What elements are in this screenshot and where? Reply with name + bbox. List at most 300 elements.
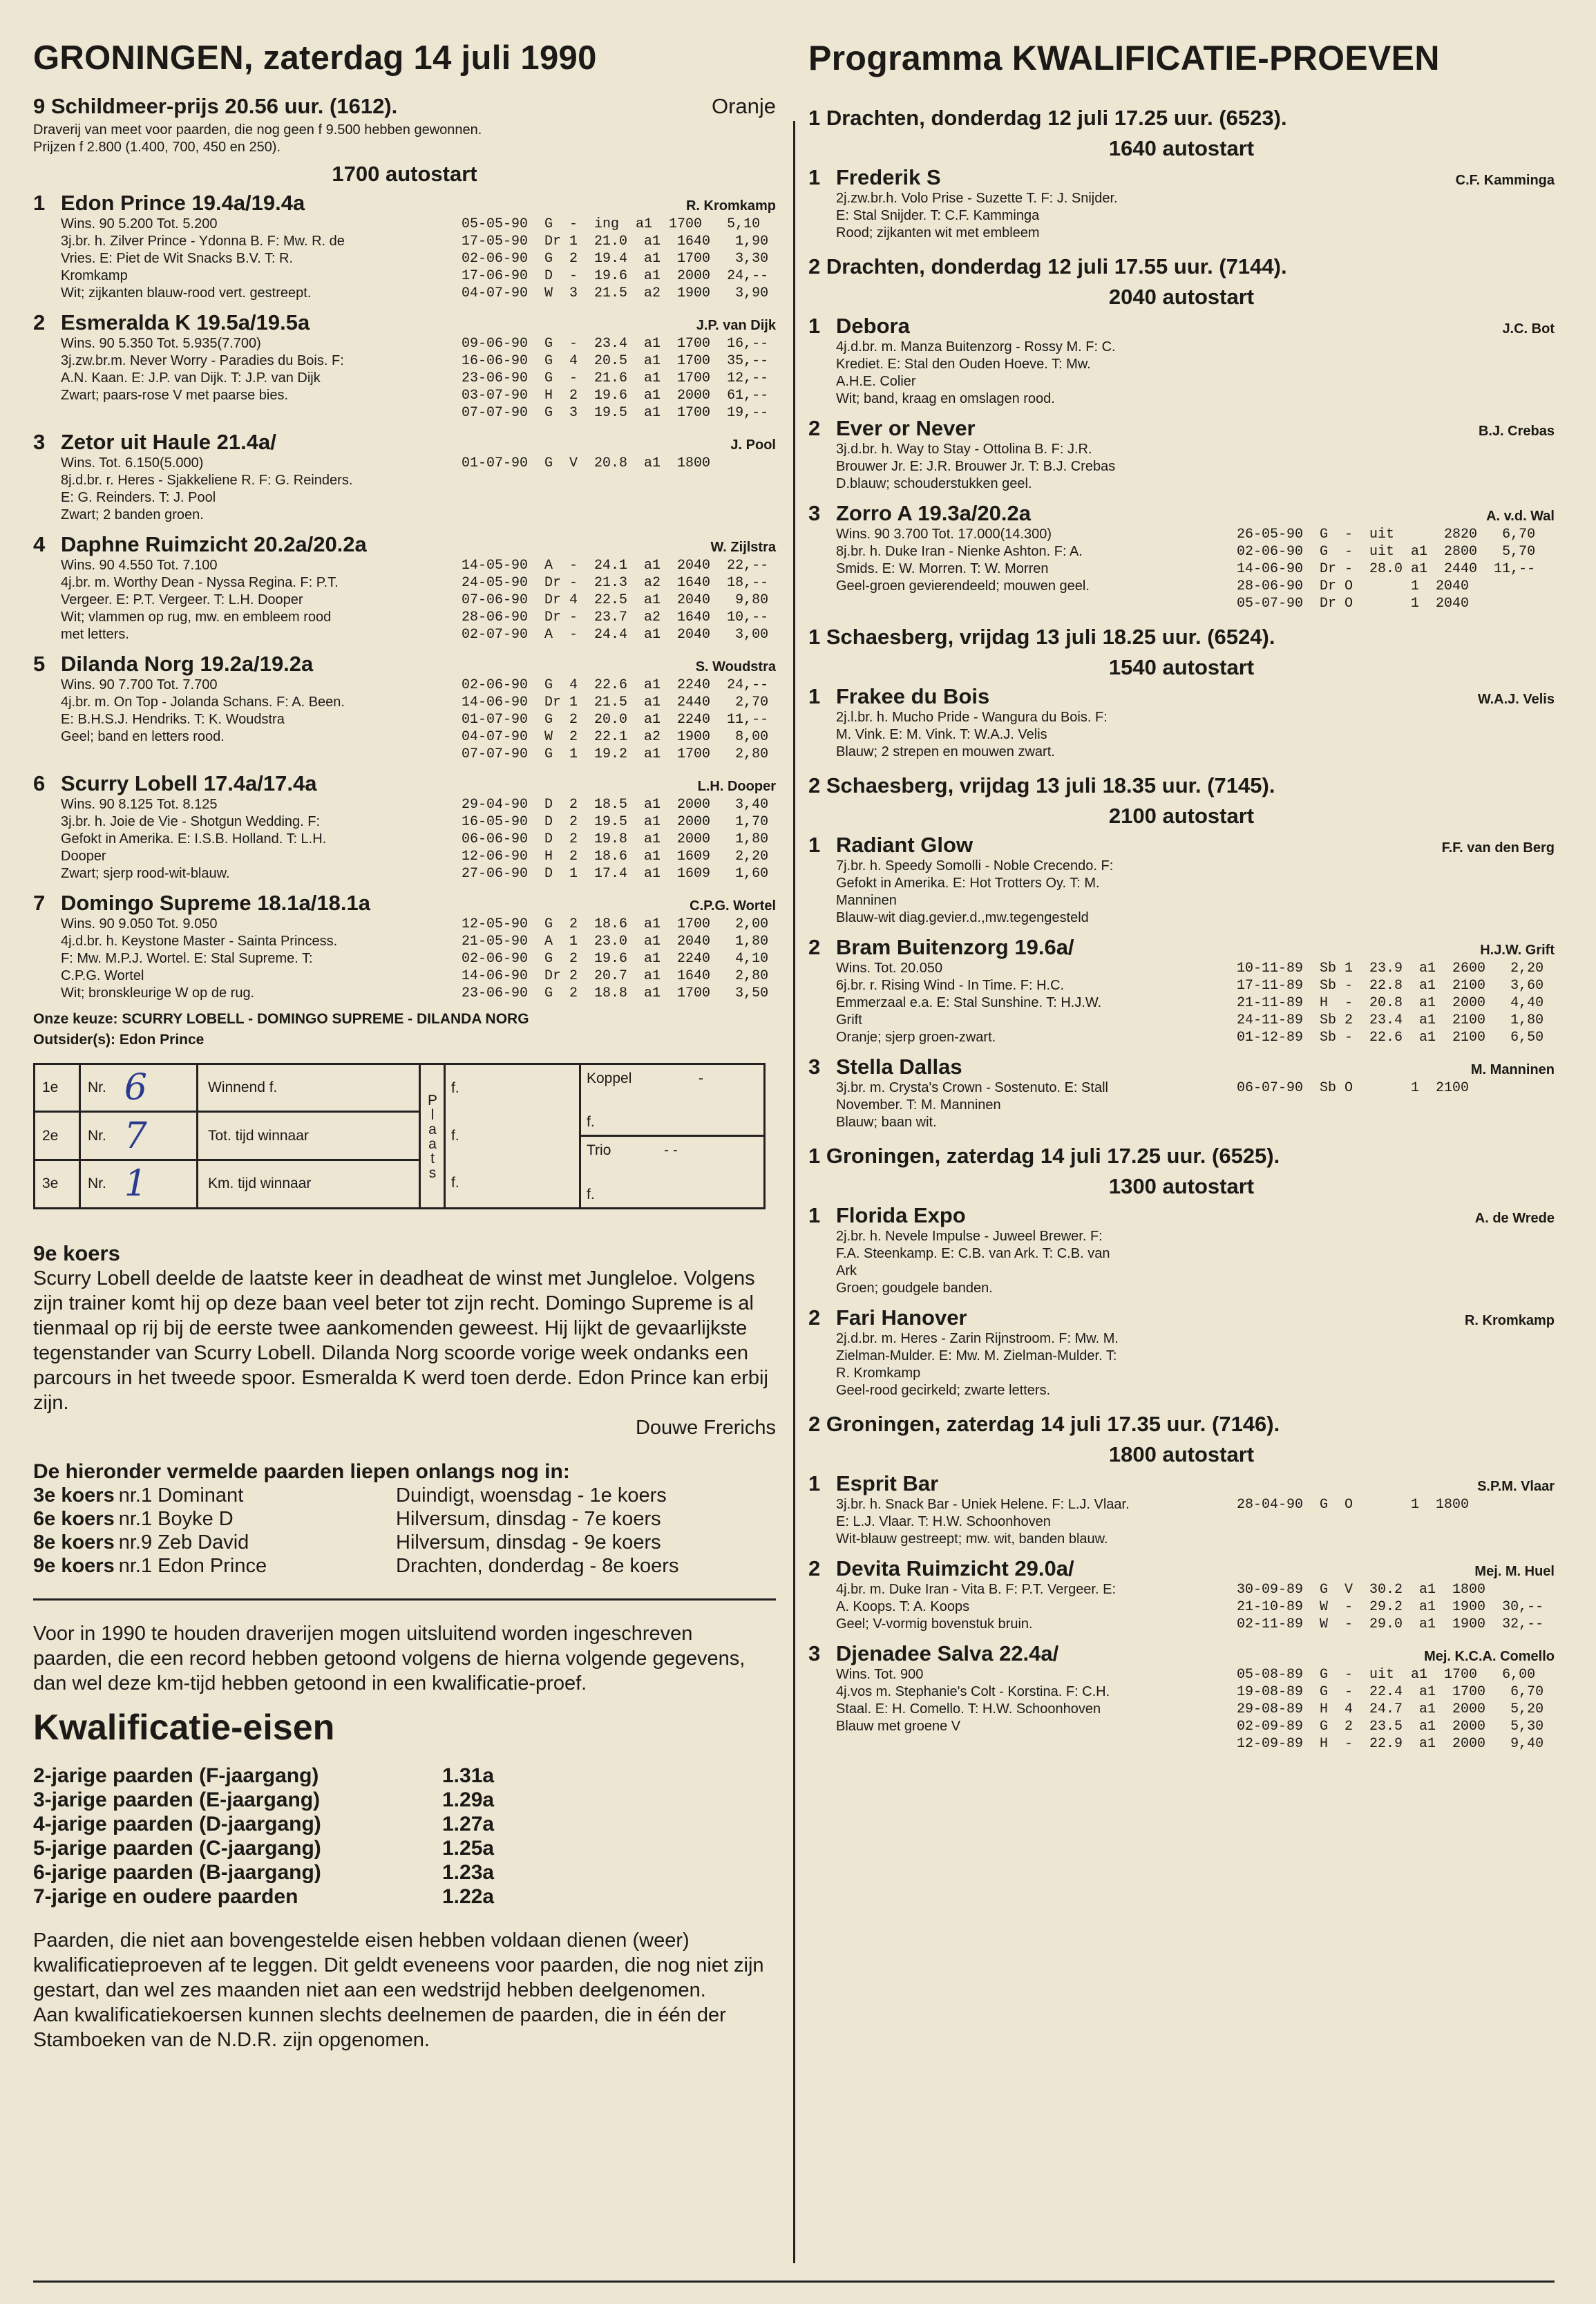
- qualification-start-type: 1300 autostart: [1108, 1174, 1255, 1198]
- horse-name: Dilanda Norg 19.2a/19.2a: [61, 651, 314, 676]
- form-line: 04-07-90 W 3 21.5 a2 1900 3,90: [462, 285, 769, 301]
- requirement-row: [33, 1836, 776, 1860]
- horse-info-line: F.A. Steenkamp. E: C.B. van Ark. T: C.B. van: [836, 1246, 1110, 1261]
- horse-info-line: Geel; band en letters rood.: [61, 728, 225, 744]
- horse-info-line: Wit-blauw gestreept; mw. wit, banden blauw.: [836, 1531, 1108, 1547]
- horse-name: Daphne Ruimzicht 20.2a/20.2a: [61, 531, 367, 556]
- form-line: 01-07-90 G 2 20.0 a1 2240 11,--: [462, 711, 769, 728]
- horse-info-line: met letters.: [61, 626, 129, 642]
- trio-dashes: - -: [664, 1142, 678, 1159]
- horse-number: 5: [33, 651, 46, 676]
- horse-driver: R. Kromkamp: [1464, 1313, 1555, 1328]
- form-line: 23-06-90 G - 21.6 a1 1700 12,--: [462, 370, 769, 386]
- horse-info-line: Wins. 90 5.200 Tot. 5.200: [61, 216, 218, 232]
- horse-info: [836, 1581, 1237, 1633]
- horse-list: [33, 191, 776, 1002]
- horse-info: [836, 1666, 1237, 1753]
- recent-row: [33, 1507, 776, 1531]
- form-line: 03-07-90 H 2 19.6 a1 2000 61,--: [462, 387, 769, 404]
- horse-entry: [808, 833, 1555, 927]
- form-line: 07-07-90 G 1 19.2 a1 1700 2,80: [462, 746, 769, 762]
- horse-info: [836, 960, 1237, 1046]
- horse-info-line: 3j.br. h. Joie de Vie - Shotgun Wedding. F:: [61, 813, 321, 829]
- betting-places: [35, 1065, 421, 1207]
- form-line: 27-06-90 D 1 17.4 a1 1609 1,60: [462, 865, 769, 882]
- recent-race: [33, 1484, 396, 1507]
- horse-info: [61, 335, 462, 422]
- requirements-note: Paarden, die niet aan bovengestelde eisen hebben voldaan dienen (weer) kwalificatieproeven af te leggen. Dit geldt eveneens voor paarden, die nog niet zijn gestart, dan wel zes maanden niet aan een wedstrijd hebben deelgenomen.: [33, 1929, 764, 2001]
- requirements-note-stud: Aan kwalificatiekoersen kunnen slechts deelnemen de paarden, die in één der Stamboeken van de N.D.R. zijn opgenomen.: [33, 2003, 726, 2051]
- finish-position: 3e: [35, 1161, 81, 1207]
- horse-details: [808, 526, 1555, 612]
- form-line: 09-06-90 G - 23.4 a1 1700 16,--: [462, 335, 769, 352]
- horse-entry: [808, 1055, 1555, 1131]
- form-line: 14-06-90 Dr - 28.0 a1 2440 11,--: [1237, 561, 1536, 577]
- horse-number: 2: [808, 1556, 821, 1580]
- horse-entry: [33, 430, 776, 524]
- horse-info-line: E: G. Reinders. T: J. Pool: [61, 489, 216, 505]
- horse-name: Stella Dallas: [836, 1055, 962, 1079]
- horse-number: 3: [808, 1055, 821, 1079]
- plaats-f-2[interactable]: f.: [451, 1127, 459, 1144]
- horse-driver: R. Kromkamp: [685, 198, 776, 214]
- horse-number: 2: [808, 1305, 821, 1330]
- koppel-label: Koppel: [587, 1070, 632, 1086]
- horse-entry: [808, 1305, 1555, 1399]
- horse-header: [808, 165, 1555, 190]
- horse-header: [808, 1055, 1555, 1079]
- horse-entry: [33, 191, 776, 302]
- horse-driver: L.H. Dooper: [697, 778, 776, 794]
- recent-koers: 9e koers: [33, 1554, 115, 1577]
- horse-form: [462, 557, 768, 643]
- recent-horse: nr.1 Boyke D: [118, 1507, 234, 1530]
- bet-label: Tot. tijd winnaar: [208, 1127, 309, 1144]
- horse-number: 3: [33, 429, 46, 454]
- horse-header: [33, 532, 776, 557]
- horse-header: [808, 416, 1555, 441]
- trio-box: [581, 1137, 763, 1207]
- horse-name: Debora: [836, 314, 910, 338]
- trio-label: Trio: [587, 1142, 611, 1159]
- horse-number-field[interactable]: [81, 1065, 198, 1111]
- horse-details: [33, 216, 776, 302]
- horse-info-line: Wins. Tot. 900: [836, 1667, 924, 1682]
- recent-location: Drachten, donderdag - 8e koers: [396, 1554, 679, 1577]
- race-prizes: Prijzen f 2.800 (1.400, 700, 450 en 250).: [33, 139, 281, 155]
- horse-driver: W. Zijlstra: [710, 539, 776, 555]
- form-line: 21-11-89 H - 20.8 a1 2000 4,40: [1237, 995, 1544, 1011]
- horse-entry: [808, 314, 1555, 408]
- horse-number: 3: [808, 501, 821, 525]
- qualification-start-type: 2040 autostart: [1108, 285, 1255, 309]
- horse-info-line: Ark: [836, 1263, 857, 1278]
- nr-label: Nr.: [88, 1079, 106, 1096]
- horse-info-line: Smids. E: W. Morren. T: W. Morren: [836, 561, 1049, 576]
- horse-name: Domingo Supreme 18.1a/18.1a: [61, 890, 370, 915]
- horse-info: [836, 709, 1237, 761]
- horse-entry: [808, 416, 1555, 493]
- horse-info: [61, 557, 462, 643]
- horse-driver: H.J.W. Grift: [1480, 943, 1555, 958]
- requirement-time: 1.25a: [442, 1836, 495, 1860]
- horse-driver: Mej. M. Huel: [1474, 1564, 1555, 1579]
- horse-info-line: Wins. 90 4.550 Tot. 7.100: [61, 557, 218, 573]
- horse-info-line: Groen; goudgele banden.: [836, 1281, 993, 1296]
- horse-driver: A. de Wrede: [1474, 1211, 1555, 1226]
- horse-header: [33, 191, 776, 216]
- bet-label: Winnend f.: [208, 1079, 278, 1096]
- form-line: 19-08-89 G - 22.4 a1 1700 6,70: [1237, 1684, 1544, 1700]
- horse-info-line: Geel-groen gevierendeeld; mouwen geel.: [836, 578, 1090, 594]
- recent-koers: 6e koers: [33, 1507, 115, 1530]
- horse-info-line: 4j.d.br. h. Keystone Master - Sainta Princess.: [61, 933, 338, 949]
- commentary-author: Douwe Frerichs: [635, 1416, 776, 1439]
- horse-info-line: Gefokt in Amerika. E: Hot Trotters Oy. T: M.: [836, 876, 1100, 891]
- horse-form: [1237, 1666, 1543, 1753]
- form-line: 07-06-90 Dr 4 22.5 a1 2040 9,80: [462, 592, 769, 608]
- horse-info-line: M. Vink. E: M. Vink. T: W.A.J. Velis: [836, 727, 1047, 742]
- form-line: 02-06-90 G 2 19.4 a1 1700 3,30: [462, 250, 769, 267]
- form-line: 17-11-89 Sb - 22.8 a1 2100 3,60: [1237, 978, 1544, 994]
- horse-info-line: 6j.br. r. Rising Wind - In Time. F: H.C.: [836, 978, 1065, 993]
- horse-info-line: Blauw met groene V: [836, 1719, 961, 1734]
- recent-runs: [33, 1460, 776, 1578]
- horse-details: [808, 190, 1555, 242]
- horse-form: [1237, 526, 1535, 612]
- right-column: [808, 38, 1555, 1761]
- page-title: GRONINGEN, zaterdag 14 juli 1990: [33, 39, 597, 77]
- horse-number: 2: [33, 310, 46, 334]
- horse-number: 7: [33, 890, 46, 915]
- betting-row: [35, 1161, 419, 1207]
- horse-entry: [808, 165, 1555, 242]
- horse-info-line: Grift: [836, 1012, 862, 1028]
- form-line: 14-06-90 Dr 2 20.7 a1 1640 2,80: [462, 967, 769, 984]
- horse-info-line: Wins. 90 5.350 Tot. 5.935(7.700): [61, 335, 261, 351]
- koppel-dash: -: [699, 1070, 703, 1086]
- horse-info-line: C.P.G. Wortel: [61, 967, 144, 983]
- horse-number: 1: [808, 165, 821, 189]
- qualification-heading: 1 Drachten, donderdag 12 juli 17.25 uur. (6523).: [808, 106, 1287, 130]
- form-line: 06-07-90 Sb O 1 2100: [1237, 1080, 1470, 1096]
- horse-info-line: Wins. 90 9.050 Tot. 9.050: [61, 916, 218, 932]
- horse-header: [808, 833, 1555, 858]
- horse-info: [836, 858, 1237, 927]
- horse-name: Bram Buitenzorg 19.6a/: [836, 935, 1074, 959]
- race-header: [33, 94, 776, 119]
- horse-info-line: 2j.br. h. Nevele Impulse - Juweel Brewer. F:: [836, 1229, 1103, 1244]
- horse-header: [808, 1641, 1555, 1666]
- horse-info-line: 2j.zw.br.h. Volo Prise - Suzette T. F: J. Snijder.: [836, 191, 1118, 206]
- race-conditions: Draverij van meet voor paarden, die nog geen f 9.500 hebben gewonnen.: [33, 122, 482, 138]
- horse-header: [808, 1471, 1555, 1496]
- recent-location: Duindigt, woensdag - 1e koers: [396, 1484, 667, 1507]
- betting-form: [33, 1063, 766, 1209]
- horse-info-line: Wins. 90 8.125 Tot. 8.125: [61, 796, 218, 812]
- horse-info-line: Emmerzaal e.a. E: Stal Sunshine. T: H.J.W.: [836, 995, 1102, 1010]
- horse-info-line: 8j.br. h. Duke Iran - Nienke Ashton. F: A.: [836, 544, 1083, 559]
- horse-name: Frakee du Bois: [836, 684, 990, 708]
- our-choice: Onze keuze: SCURRY LOBELL - DOMINGO SUPREME - DILANDA NORG: [33, 1010, 529, 1027]
- horse-info-line: A.N. Kaan. E: J.P. van Dijk. T: J.P. van Dijk: [61, 370, 321, 386]
- form-line: 21-10-89 W - 29.2 a1 1900 30,--: [1237, 1599, 1544, 1615]
- horse-number-field[interactable]: [81, 1161, 198, 1207]
- horse-info-line: Krediet. E: Stal den Ouden Hoeve. T: Mw.: [836, 357, 1091, 372]
- form-line: 12-05-90 G 2 18.6 a1 1700 2,00: [462, 916, 769, 932]
- horse-info-line: 4j.d.br. m. Manza Buitenzorg - Rossy M. F: C.: [836, 339, 1116, 355]
- horse-header: [808, 1556, 1555, 1581]
- form-line: 04-07-90 W 2 22.1 a2 1900 8,00: [462, 728, 769, 745]
- horse-info: [836, 1496, 1237, 1548]
- horse-driver: M. Manninen: [1470, 1062, 1555, 1077]
- requirement-age: 4-jarige paarden (D-jaargang): [33, 1812, 321, 1835]
- plaats-f-3[interactable]: f.: [451, 1175, 459, 1191]
- horse-entry: [808, 684, 1555, 761]
- horse-name: Frederik S: [836, 165, 941, 189]
- recent-row: [33, 1554, 776, 1578]
- horse-info: [836, 441, 1237, 493]
- recent-race: [33, 1507, 396, 1531]
- horse-header: [808, 501, 1555, 526]
- form-line: 28-06-90 Dr O 1 2040: [1237, 578, 1470, 594]
- horse-info: [61, 796, 462, 882]
- requirement-row: [33, 1885, 776, 1909]
- form-line: 02-06-90 G 4 22.6 a1 2240 24,--: [462, 677, 769, 693]
- horse-entry: [33, 891, 776, 1002]
- horse-name: Fari Hanover: [836, 1305, 967, 1330]
- finish-position: 1e: [35, 1065, 81, 1111]
- horse-info: [61, 216, 462, 302]
- horse-driver: W.A.J. Velis: [1477, 692, 1555, 707]
- horse-info-line: November. T: M. Manninen: [836, 1097, 1001, 1113]
- horse-name: Esmeralda K 19.5a/19.5a: [61, 310, 310, 334]
- requirement-row: [33, 1788, 776, 1812]
- horse-details: [33, 557, 776, 643]
- horse-driver: J.C. Bot: [1502, 321, 1555, 337]
- horse-info-line: D.blauw; schouderstukken geel.: [836, 476, 1032, 491]
- horse-number-field[interactable]: [81, 1113, 198, 1159]
- horse-header: [808, 1203, 1555, 1228]
- horse-info-line: Dooper: [61, 848, 106, 864]
- plaats-f-1[interactable]: f.: [451, 1080, 459, 1097]
- form-line: 10-11-89 Sb 1 23.9 a1 2600 2,20: [1237, 961, 1544, 976]
- horse-driver: F.F. van den Berg: [1441, 840, 1555, 856]
- form-line: 29-08-89 H 4 24.7 a1 2000 5,20: [1237, 1701, 1544, 1717]
- horse-form: [462, 216, 768, 302]
- horse-number: 1: [808, 1203, 821, 1227]
- form-line: 02-06-90 G 2 19.6 a1 2240 4,10: [462, 950, 769, 967]
- horse-info-line: Gefokt in Amerika. E: I.S.B. Holland. T: L.H.: [61, 831, 327, 847]
- horse-driver: B.J. Crebas: [1478, 424, 1555, 439]
- recent-row: [33, 1531, 776, 1554]
- horse-details: [33, 335, 776, 422]
- horse-info-line: Blauw; 2 strepen en mouwen zwart.: [836, 744, 1055, 759]
- requirement-time: 1.23a: [442, 1860, 495, 1884]
- form-line: 29-04-90 D 2 18.5 a1 2000 3,40: [462, 796, 769, 813]
- horse-info: [836, 1079, 1237, 1131]
- horse-info-line: 3j.br. h. Zilver Prince - Ydonna B. F: Mw. R. de: [61, 233, 345, 249]
- recent-koers: 3e koers: [33, 1484, 115, 1507]
- recent-row: [33, 1484, 776, 1507]
- horse-header: [808, 935, 1555, 960]
- horse-form: [462, 455, 710, 524]
- horse-name: Florida Expo: [836, 1203, 966, 1227]
- qualification-heading: 2 Drachten, donderdag 12 juli 17.55 uur. (7144).: [808, 254, 1287, 278]
- horse-details: [808, 960, 1555, 1046]
- horse-info-line: A.H.E. Colier: [836, 374, 916, 389]
- horse-details: [808, 339, 1555, 408]
- horse-form: [1237, 1079, 1469, 1131]
- horse-number: 1: [808, 1471, 821, 1495]
- horse-number: 1: [808, 314, 821, 338]
- horse-info-line: R. Kromkamp: [836, 1366, 921, 1381]
- horse-info-line: 3j.d.br. h. Way to Stay - Ottolina B. F: J.R.: [836, 442, 1092, 457]
- outsiders: Outsider(s): Edon Prince: [33, 1031, 205, 1048]
- recent-koers: 8e koers: [33, 1531, 115, 1554]
- horse-entry: [33, 652, 776, 763]
- horse-info-line: 4j.vos m. Stephanie's Colt - Korstina. F: C.H.: [836, 1684, 1110, 1699]
- horse-details: [808, 1228, 1555, 1297]
- qualification-heading: 1 Schaesberg, vrijdag 13 juli 18.25 uur. (6524).: [808, 625, 1275, 649]
- horse-info-line: E: B.H.S.J. Hendriks. T: K. Woudstra: [61, 711, 285, 727]
- form-line: 02-06-90 G - uit a1 2800 5,70: [1237, 544, 1536, 560]
- horse-details: [808, 1666, 1555, 1753]
- nr-label: Nr.: [88, 1175, 106, 1192]
- handwritten-number: 6: [124, 1067, 147, 1109]
- horse-details: [808, 1496, 1555, 1548]
- requirement-time: 1.27a: [442, 1812, 495, 1835]
- horse-number: 3: [808, 1641, 821, 1665]
- koppel-f[interactable]: f.: [587, 1114, 595, 1131]
- horse-info-line: Wins. Tot. 6.150(5.000): [61, 455, 204, 471]
- horse-info-line: Staal. E: H. Comello. T: H.W. Schoonhoven: [836, 1701, 1101, 1717]
- horse-details: [808, 709, 1555, 761]
- requirement-row: [33, 1764, 776, 1788]
- horse-info-line: Wins. 90 7.700 Tot. 7.700: [61, 677, 218, 692]
- horse-info-line: Blauw; baan wit.: [836, 1115, 937, 1130]
- horse-info-line: Zielman-Mulder. E: Mw. M. Zielman-Mulder. T:: [836, 1348, 1117, 1363]
- horse-info-line: Wit; bronskleurige W op de rug.: [61, 985, 255, 1001]
- horse-details: [33, 916, 776, 1002]
- horse-info-line: 3j.zw.br.m. Never Worry - Paradies du Bois. F:: [61, 352, 344, 368]
- horse-info-line: Wit; zijkanten blauw-rood vert. gestreept.: [61, 285, 312, 301]
- horse-info-line: E: Stal Snijder. T: C.F. Kamminga: [836, 208, 1040, 223]
- nr-label: Nr.: [88, 1127, 106, 1144]
- plaats-column: [421, 1065, 446, 1207]
- form-line: 24-05-90 Dr - 21.3 a2 1640 18,--: [462, 574, 769, 591]
- horse-details: [33, 677, 776, 763]
- horse-driver: J. Pool: [730, 437, 776, 453]
- horse-form: [462, 916, 768, 1002]
- requirement-age: 3-jarige paarden (E-jaargang): [33, 1788, 321, 1811]
- recent-horse: nr.1 Dominant: [118, 1484, 244, 1507]
- horse-number: 4: [33, 531, 46, 556]
- horse-name: Zetor uit Haule 21.4a/: [61, 429, 276, 454]
- horse-info-line: Zwart; sjerp rood-wit-blauw.: [61, 865, 230, 881]
- recent-location: Hilversum, dinsdag - 7e koers: [396, 1507, 661, 1530]
- horse-entry: [808, 501, 1555, 612]
- requirements-title: Kwalificatie-eisen: [33, 1707, 335, 1748]
- requirement-age: 6-jarige paarden (B-jaargang): [33, 1860, 321, 1884]
- horse-info-line: Oranje; sjerp groen-zwart.: [836, 1030, 996, 1045]
- requirement-time: 1.31a: [442, 1764, 495, 1787]
- horse-info: [836, 1228, 1237, 1297]
- horse-info-line: F: Mw. M.P.J. Wortel. E: Stal Supreme. T:: [61, 950, 313, 966]
- horse-name: Zorro A 19.3a/20.2a: [836, 501, 1032, 525]
- horse-info-line: Zwart; 2 banden groen.: [61, 507, 204, 522]
- horse-header: [33, 771, 776, 796]
- horse-info: [836, 526, 1237, 612]
- horse-entry: [808, 1471, 1555, 1548]
- form-line: 16-06-90 G 4 20.5 a1 1700 35,--: [462, 352, 769, 369]
- horse-details: [33, 455, 776, 524]
- horse-info: [61, 677, 462, 763]
- finish-position: 2e: [35, 1113, 81, 1159]
- horse-entry: [33, 310, 776, 422]
- horse-info: [836, 1330, 1237, 1399]
- horse-number: 2: [808, 935, 821, 959]
- plaats-amounts: [446, 1065, 581, 1207]
- horse-driver: S. Woudstra: [695, 659, 776, 674]
- horse-info: [61, 455, 462, 524]
- race-title: 9 Schildmeer-prijs 20.56 uur. (1612).: [33, 93, 398, 118]
- horse-driver: S.P.M. Vlaar: [1477, 1479, 1555, 1494]
- horse-header: [33, 652, 776, 677]
- horse-header: [808, 1305, 1555, 1330]
- plaats-label: Plaats: [424, 1092, 441, 1180]
- form-line: 30-09-89 G V 30.2 a1 1800: [1237, 1582, 1486, 1598]
- horse-driver: J.P. van Dijk: [696, 317, 776, 333]
- horse-info: [61, 916, 462, 1002]
- form-line: 26-05-90 G - uit 2820 6,70: [1237, 527, 1536, 542]
- commentary-text: Scurry Lobell deelde de laatste keer in deadheat de winst met Jungleloe. Volgens zijn trainer komt hij op deze baan veel beter tot zijn recht. Domingo Supreme is al tienmaal op rij bij de eerste twee aankomenden geweest. Hij lijkt de gevaarlijkste tegenstander van Scurry Lobell. Dilanda Norg scoorde vorige week ondanks een parcours in het tweede spoor. Esmeralda K werd toen derde. Edon Prince kan erbij zijn.: [33, 1267, 768, 1414]
- horse-info-line: Wit; vlammen op rug, mw. en embleem rood: [61, 609, 332, 625]
- commentary-title: 9e koers: [33, 1240, 120, 1265]
- horse-info-line: Brouwer Jr. E: J.R. Brouwer Jr. T: B.J. Crebas: [836, 459, 1116, 474]
- horse-details: [808, 858, 1555, 927]
- horse-driver: C.F. Kamminga: [1455, 173, 1555, 188]
- horse-number: 1: [33, 190, 46, 215]
- horse-entry: [808, 1556, 1555, 1633]
- form-line: 28-06-90 Dr - 23.7 a2 1640 10,--: [462, 609, 769, 625]
- horse-entry: [808, 1203, 1555, 1297]
- horse-header: [808, 684, 1555, 709]
- form-line: 06-06-90 D 2 19.8 a1 2000 1,80: [462, 831, 769, 847]
- betting-row: [35, 1065, 419, 1113]
- form-line: 05-08-89 G - uit a1 1700 6,00: [1237, 1667, 1536, 1683]
- horse-name: Djenadee Salva 22.4a/: [836, 1641, 1059, 1665]
- requirement-age: 2-jarige paarden (F-jaargang): [33, 1764, 319, 1787]
- requirement-time: 1.29a: [442, 1788, 495, 1811]
- horse-details: [808, 1581, 1555, 1633]
- horse-info-line: 4j.br. m. Duke Iran - Vita B. F: P.T. Vergeer. E:: [836, 1582, 1116, 1597]
- horse-driver: A. v.d. Wal: [1486, 509, 1555, 524]
- requirement-row: [33, 1860, 776, 1885]
- requirement-age: 7-jarige en oudere paarden: [33, 1885, 298, 1908]
- horse-name: Radiant Glow: [836, 833, 973, 857]
- form-line: 01-07-90 G V 20.8 a1 1800: [462, 455, 711, 471]
- horse-header: [808, 314, 1555, 339]
- form-line: 02-07-90 A - 24.4 a1 2040 3,00: [462, 626, 769, 643]
- horse-info: [836, 339, 1237, 408]
- form-line: 07-07-90 G 3 19.5 a1 1700 19,--: [462, 404, 769, 421]
- trio-f[interactable]: f.: [587, 1186, 595, 1202]
- left-column: [33, 38, 776, 2052]
- handwritten-number: 1: [124, 1163, 147, 1205]
- form-line: 16-05-90 D 2 19.5 a1 2000 1,70: [462, 813, 769, 830]
- horse-entry: [808, 1641, 1555, 1753]
